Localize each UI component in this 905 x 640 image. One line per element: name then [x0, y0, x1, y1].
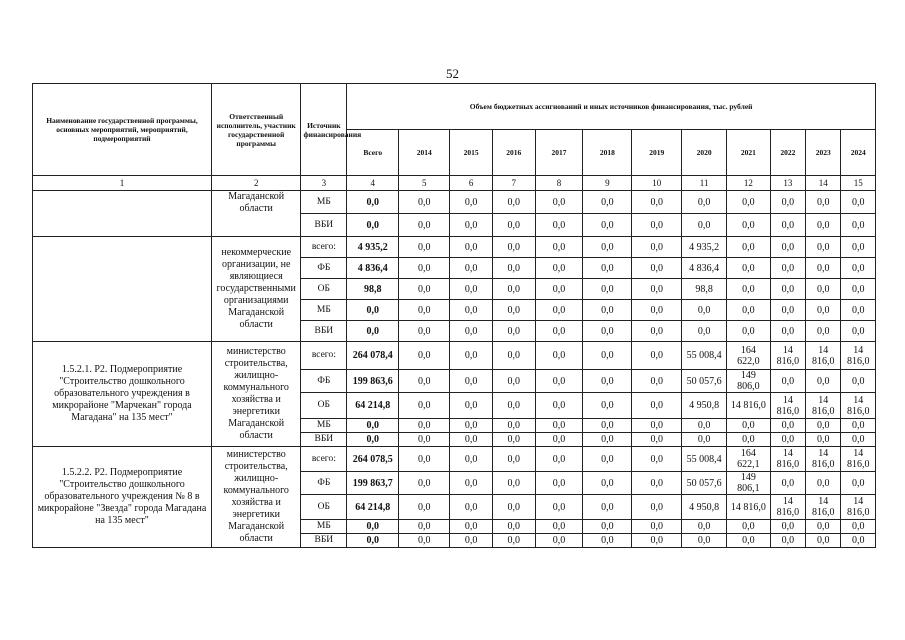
value-cell: 0,0 [535, 191, 583, 214]
header-year: 2019 [632, 130, 682, 176]
column-number: 15 [841, 176, 876, 191]
table-row [33, 237, 876, 258]
value-cell: 0,0 [399, 237, 450, 258]
funding-source: ФБ [301, 258, 347, 279]
value-cell: 0,0 [841, 433, 876, 447]
value-cell: 0,0 [450, 534, 493, 548]
value-total: 0,0 [347, 191, 399, 214]
value-cell: 0,0 [682, 534, 727, 548]
value-total: 199 863,7 [347, 472, 399, 495]
value-cell: 0,0 [492, 419, 535, 433]
value-cell: 0,0 [583, 520, 632, 534]
measure-name [33, 191, 212, 237]
value-cell: 0,0 [492, 237, 535, 258]
value-cell: 0,0 [682, 520, 727, 534]
value-cell: 0,0 [632, 433, 682, 447]
value-cell: 0,0 [492, 433, 535, 447]
value-cell: 0,0 [682, 321, 727, 342]
table-row [33, 191, 876, 214]
value-cell: 0,0 [841, 237, 876, 258]
column-number: 3 [301, 176, 347, 191]
value-cell: 0,0 [841, 534, 876, 548]
value-cell: 0,0 [450, 191, 493, 214]
value-total: 0,0 [347, 321, 399, 342]
column-number: 4 [347, 176, 399, 191]
value-cell: 0,0 [632, 447, 682, 472]
funding-source: МБ [301, 419, 347, 433]
value-cell: 0,0 [399, 534, 450, 548]
funding-source: ОБ [301, 393, 347, 419]
value-cell: 14 816,0 [841, 393, 876, 419]
value-cell: 14 816,0 [770, 495, 805, 520]
value-cell: 0,0 [492, 393, 535, 419]
value-cell: 0,0 [583, 419, 632, 433]
value-cell: 0,0 [806, 214, 841, 237]
funding-source: ОБ [301, 279, 347, 300]
value-cell: 0,0 [841, 520, 876, 534]
value-cell: 0,0 [399, 495, 450, 520]
value-cell: 0,0 [770, 258, 805, 279]
funding-source: ВБИ [301, 321, 347, 342]
value-cell: 0,0 [399, 342, 450, 370]
value-cell: 0,0 [726, 237, 770, 258]
value-cell: 0,0 [806, 433, 841, 447]
budget-table [32, 83, 876, 548]
value-cell: 0,0 [806, 534, 841, 548]
value-cell: 149 806,0 [726, 370, 770, 393]
header-year: 2022 [770, 130, 805, 176]
value-cell: 0,0 [770, 433, 805, 447]
header-year: 2014 [399, 130, 450, 176]
funding-source: ВБИ [301, 433, 347, 447]
value-cell: 55 008,4 [682, 447, 727, 472]
value-cell: 0,0 [726, 258, 770, 279]
value-total: 98,8 [347, 279, 399, 300]
value-cell: 0,0 [632, 534, 682, 548]
value-cell: 0,0 [726, 191, 770, 214]
value-cell: 0,0 [806, 279, 841, 300]
value-cell: 4 836,4 [682, 258, 727, 279]
column-number: 14 [806, 176, 841, 191]
header-year: 2021 [726, 130, 770, 176]
value-cell: 0,0 [492, 214, 535, 237]
column-number: 5 [399, 176, 450, 191]
value-cell: 0,0 [535, 447, 583, 472]
column-number: 6 [450, 176, 493, 191]
value-cell: 0,0 [583, 237, 632, 258]
value-cell: 0,0 [726, 520, 770, 534]
value-cell: 0,0 [682, 419, 727, 433]
value-cell: 0,0 [841, 191, 876, 214]
value-cell: 0,0 [492, 520, 535, 534]
value-cell: 0,0 [399, 279, 450, 300]
value-cell: 0,0 [535, 472, 583, 495]
funding-source: всего: [301, 447, 347, 472]
value-cell: 0,0 [770, 419, 805, 433]
value-cell: 0,0 [726, 321, 770, 342]
value-cell: 0,0 [632, 279, 682, 300]
column-number: 8 [535, 176, 583, 191]
value-cell: 0,0 [632, 342, 682, 370]
header-executor: Ответственный исполнитель, участник государственной программы [211, 84, 300, 176]
header-year: 2023 [806, 130, 841, 176]
value-cell: 0,0 [770, 370, 805, 393]
value-cell: 0,0 [535, 433, 583, 447]
value-cell: 0,0 [583, 447, 632, 472]
value-cell: 0,0 [841, 321, 876, 342]
value-cell: 0,0 [726, 534, 770, 548]
value-total: 4 935,2 [347, 237, 399, 258]
value-cell: 55 008,4 [682, 342, 727, 370]
header-year: 2016 [492, 130, 535, 176]
header-volume: Объем бюджетных ассигнований и иных источников финансирования, тыс. рублей [347, 84, 876, 130]
value-cell: 0,0 [806, 237, 841, 258]
header-year: 2020 [682, 130, 727, 176]
value-cell: 0,0 [535, 279, 583, 300]
value-cell: 0,0 [770, 300, 805, 321]
funding-source: МБ [301, 520, 347, 534]
value-total: 64 214,8 [347, 393, 399, 419]
column-number: 9 [583, 176, 632, 191]
value-cell: 0,0 [632, 321, 682, 342]
value-cell: 0,0 [399, 321, 450, 342]
value-cell: 0,0 [726, 279, 770, 300]
value-total: 199 863,6 [347, 370, 399, 393]
value-cell: 0,0 [535, 520, 583, 534]
value-cell: 14 816,0 [726, 393, 770, 419]
value-cell: 0,0 [770, 472, 805, 495]
value-cell: 0,0 [806, 472, 841, 495]
executor-name: Магаданской области [211, 191, 300, 237]
executor-name: министерство строительства, жилищно-коммунального хозяйства и энергетики Магаданской области [211, 447, 300, 548]
value-cell: 0,0 [726, 433, 770, 447]
header-year: 2024 [841, 130, 876, 176]
value-cell: 0,0 [399, 433, 450, 447]
value-total: 64 214,8 [347, 495, 399, 520]
value-cell: 0,0 [399, 258, 450, 279]
value-cell: 0,0 [806, 419, 841, 433]
header-year: 2017 [535, 130, 583, 176]
value-cell: 0,0 [726, 300, 770, 321]
value-cell: 0,0 [492, 191, 535, 214]
value-cell: 14 816,0 [841, 447, 876, 472]
value-cell: 0,0 [583, 393, 632, 419]
header-source: Источник финансирования [301, 84, 347, 176]
value-cell: 98,8 [682, 279, 727, 300]
value-cell: 0,0 [535, 258, 583, 279]
value-cell: 0,0 [841, 472, 876, 495]
value-cell: 0,0 [841, 300, 876, 321]
value-total: 0,0 [347, 534, 399, 548]
column-number: 12 [726, 176, 770, 191]
value-cell: 0,0 [806, 258, 841, 279]
value-cell: 0,0 [450, 214, 493, 237]
value-cell: 0,0 [841, 258, 876, 279]
value-cell: 0,0 [806, 370, 841, 393]
value-cell: 0,0 [806, 191, 841, 214]
value-cell: 0,0 [535, 300, 583, 321]
value-cell: 0,0 [770, 321, 805, 342]
funding-source: всего: [301, 237, 347, 258]
value-cell: 164 622,0 [726, 342, 770, 370]
value-cell: 0,0 [535, 237, 583, 258]
value-cell: 0,0 [450, 393, 493, 419]
value-cell: 0,0 [492, 258, 535, 279]
value-cell: 0,0 [450, 419, 493, 433]
value-cell: 0,0 [492, 300, 535, 321]
value-cell: 0,0 [450, 472, 493, 495]
page-number: 52 [446, 66, 459, 81]
value-cell: 0,0 [632, 520, 682, 534]
value-cell: 0,0 [841, 279, 876, 300]
value-cell: 0,0 [583, 472, 632, 495]
value-cell: 0,0 [583, 279, 632, 300]
value-total: 0,0 [347, 520, 399, 534]
value-cell: 0,0 [450, 520, 493, 534]
value-cell: 14 816,0 [806, 447, 841, 472]
value-cell: 0,0 [535, 393, 583, 419]
value-cell: 0,0 [682, 191, 727, 214]
value-cell: 0,0 [632, 191, 682, 214]
column-number: 1 [33, 176, 212, 191]
value-cell: 0,0 [535, 321, 583, 342]
value-cell: 0,0 [399, 472, 450, 495]
value-cell: 0,0 [399, 300, 450, 321]
value-cell: 0,0 [450, 495, 493, 520]
funding-source: ВБИ [301, 214, 347, 237]
value-cell: 0,0 [492, 495, 535, 520]
header-year: 2015 [450, 130, 493, 176]
value-cell: 14 816,0 [806, 342, 841, 370]
value-cell: 0,0 [583, 214, 632, 237]
value-total: 0,0 [347, 433, 399, 447]
value-cell: 0,0 [535, 419, 583, 433]
value-cell: 0,0 [632, 370, 682, 393]
value-cell: 0,0 [450, 300, 493, 321]
value-cell: 0,0 [492, 472, 535, 495]
measure-name [33, 237, 212, 342]
value-cell: 0,0 [632, 495, 682, 520]
value-cell: 0,0 [583, 433, 632, 447]
value-cell: 0,0 [492, 321, 535, 342]
value-cell: 0,0 [583, 300, 632, 321]
value-cell: 0,0 [492, 279, 535, 300]
value-total: 264 078,5 [347, 447, 399, 472]
value-cell: 0,0 [450, 447, 493, 472]
header-year: Всего [347, 130, 399, 176]
value-cell: 0,0 [583, 495, 632, 520]
value-cell: 14 816,0 [841, 342, 876, 370]
value-cell: 0,0 [492, 342, 535, 370]
value-cell: 50 057,6 [682, 472, 727, 495]
value-cell: 0,0 [583, 534, 632, 548]
value-cell: 0,0 [583, 191, 632, 214]
value-cell: 0,0 [841, 370, 876, 393]
value-cell: 14 816,0 [806, 393, 841, 419]
value-cell: 0,0 [535, 534, 583, 548]
value-cell: 164 622,1 [726, 447, 770, 472]
value-cell: 0,0 [770, 279, 805, 300]
column-number: 11 [682, 176, 727, 191]
value-cell: 4 950,8 [682, 393, 727, 419]
value-cell: 0,0 [632, 393, 682, 419]
value-cell: 0,0 [450, 258, 493, 279]
value-cell: 0,0 [770, 191, 805, 214]
value-cell: 0,0 [450, 237, 493, 258]
funding-source: ОБ [301, 495, 347, 520]
column-number: 7 [492, 176, 535, 191]
value-cell: 0,0 [583, 321, 632, 342]
column-number: 10 [632, 176, 682, 191]
value-cell: 0,0 [535, 214, 583, 237]
value-cell: 14 816,0 [770, 393, 805, 419]
value-cell: 0,0 [841, 419, 876, 433]
funding-source: ФБ [301, 370, 347, 393]
value-cell: 0,0 [399, 393, 450, 419]
value-cell: 0,0 [770, 214, 805, 237]
value-cell: 0,0 [399, 214, 450, 237]
value-cell: 4 950,8 [682, 495, 727, 520]
value-cell: 0,0 [450, 433, 493, 447]
value-total: 264 078,4 [347, 342, 399, 370]
value-cell: 0,0 [399, 520, 450, 534]
value-cell: 149 806,1 [726, 472, 770, 495]
funding-source: МБ [301, 191, 347, 214]
value-cell: 14 816,0 [806, 495, 841, 520]
value-cell: 0,0 [806, 520, 841, 534]
value-cell: 0,0 [682, 300, 727, 321]
value-cell: 0,0 [450, 321, 493, 342]
value-cell: 0,0 [535, 370, 583, 393]
value-cell: 0,0 [806, 321, 841, 342]
value-total: 0,0 [347, 419, 399, 433]
value-total: 0,0 [347, 300, 399, 321]
value-cell: 14 816,0 [770, 447, 805, 472]
value-cell: 0,0 [492, 534, 535, 548]
value-cell: 0,0 [632, 300, 682, 321]
value-cell: 0,0 [492, 370, 535, 393]
value-cell: 0,0 [632, 237, 682, 258]
value-total: 4 836,4 [347, 258, 399, 279]
value-cell: 0,0 [583, 370, 632, 393]
value-cell: 0,0 [632, 419, 682, 433]
column-number: 13 [770, 176, 805, 191]
executor-name: некоммерческие организации, не являющиеся государственными организациями Магаданской области [211, 237, 300, 342]
value-total: 0,0 [347, 214, 399, 237]
value-cell: 0,0 [841, 214, 876, 237]
value-cell: 0,0 [492, 447, 535, 472]
value-cell: 0,0 [583, 258, 632, 279]
funding-source: всего: [301, 342, 347, 370]
value-cell: 0,0 [450, 342, 493, 370]
value-cell: 0,0 [399, 370, 450, 393]
executor-name: министерство строительства, жилищно-коммунального хозяйства и энергетики Магаданской области [211, 342, 300, 447]
value-cell: 0,0 [682, 214, 727, 237]
value-cell: 0,0 [632, 472, 682, 495]
measure-name: 1.5.2.1. Р2. Подмероприятие "Строительство дошкольного образовательного учреждения в микрорайоне "Марчекан" города Магадана" на 135 мест" [33, 342, 212, 447]
value-cell: 14 816,0 [841, 495, 876, 520]
value-cell: 0,0 [583, 342, 632, 370]
value-cell: 0,0 [726, 214, 770, 237]
measure-name: 1.5.2.2. Р2. Подмероприятие "Строительство дошкольного образовательного учреждения № 8 в микрорайоне "Звезда" города Магадана на 135 мест" [33, 447, 212, 548]
header-name: Наименование государственной программы, основных мероприятий, мероприятий, подмероприятий [33, 84, 212, 176]
value-cell: 0,0 [726, 419, 770, 433]
value-cell: 0,0 [450, 370, 493, 393]
value-cell: 0,0 [632, 214, 682, 237]
funding-source: ФБ [301, 472, 347, 495]
value-cell: 0,0 [399, 191, 450, 214]
value-cell: 0,0 [632, 258, 682, 279]
value-cell: 0,0 [535, 495, 583, 520]
column-number: 2 [211, 176, 300, 191]
funding-source: ВБИ [301, 534, 347, 548]
table-row [33, 447, 876, 472]
value-cell: 50 057,6 [682, 370, 727, 393]
value-cell: 14 816,0 [770, 342, 805, 370]
funding-source: МБ [301, 300, 347, 321]
header-year: 2018 [583, 130, 632, 176]
value-cell: 0,0 [770, 237, 805, 258]
value-cell: 0,0 [682, 433, 727, 447]
value-cell: 0,0 [770, 534, 805, 548]
value-cell: 0,0 [770, 520, 805, 534]
value-cell: 14 816,0 [726, 495, 770, 520]
table-row [33, 342, 876, 370]
value-cell: 0,0 [450, 279, 493, 300]
value-cell: 0,0 [806, 300, 841, 321]
value-cell: 0,0 [535, 342, 583, 370]
value-cell: 0,0 [399, 447, 450, 472]
value-cell: 0,0 [399, 419, 450, 433]
value-cell: 4 935,2 [682, 237, 727, 258]
